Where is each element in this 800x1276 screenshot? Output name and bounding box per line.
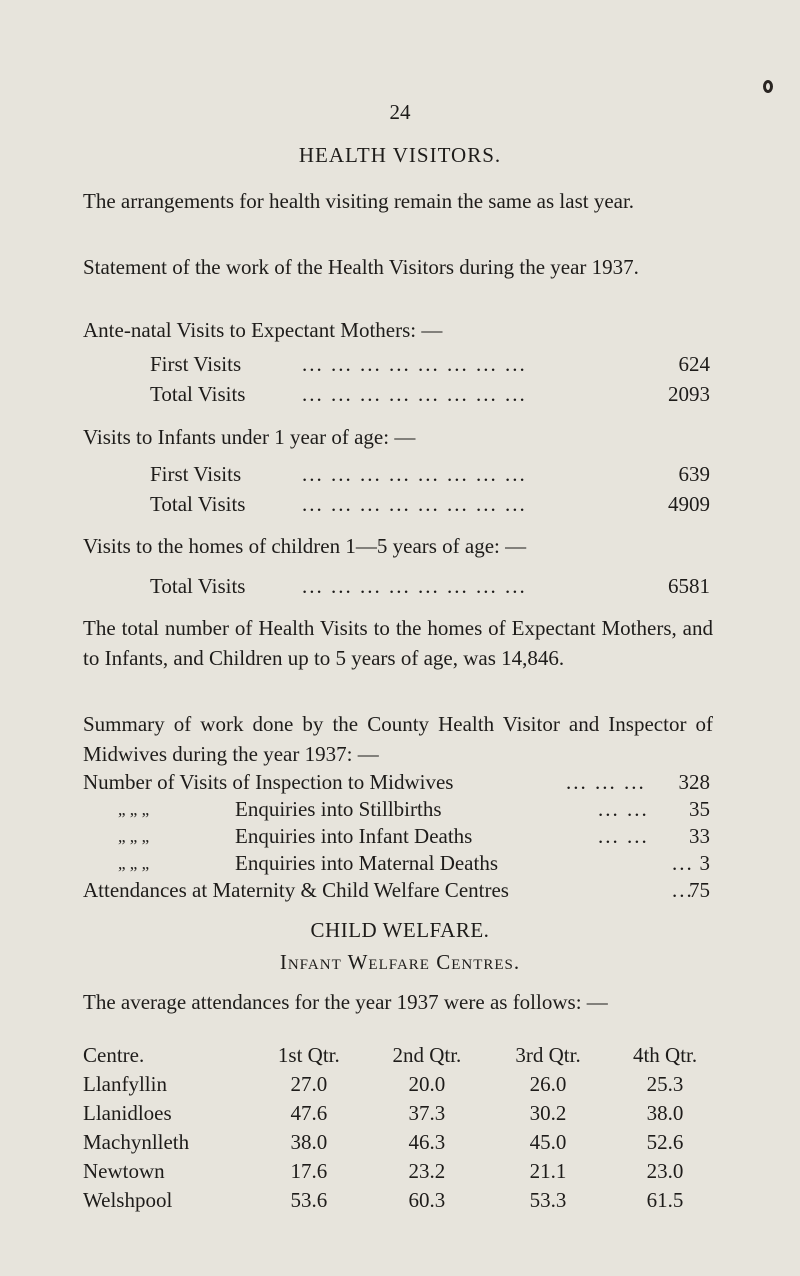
table-cell: 52.6 (646, 1130, 684, 1154)
ink-blot-mark (763, 80, 773, 93)
summary-row-3-value: 33 (689, 824, 710, 848)
antenatal-first-value: 624 (678, 352, 710, 376)
antenatal-total-label: Total Visits (150, 382, 246, 406)
summary-row-5-value: 75 (689, 878, 710, 902)
statement-paragraph: Statement of the work of the Health Visitors during the year 1937. (83, 255, 639, 279)
table-cell: 30.2 (529, 1101, 567, 1125)
table-cell: 46.3 (408, 1130, 446, 1154)
total-visits-paragraph: The total number of Health Visits to the homes of Expectant Mothers, and to Infants, and Children up to 5 years of age, was 14,846. (83, 616, 713, 670)
summary-row-5-label: Attendances at Maternity & Child Welfare Centres (83, 878, 509, 902)
table-row (83, 1157, 723, 1186)
column-header: 1st Qtr. (277, 1042, 340, 1067)
attendance-table (83, 1040, 723, 1215)
leader-dots: ... (672, 851, 694, 875)
summary-row-1-value: 328 (678, 770, 710, 794)
column-header: 4th Qtr. (632, 1042, 698, 1067)
centre-name: Llanidloes (83, 1101, 172, 1125)
antenatal-heading: Ante-natal Visits to Expectant Mothers: — (83, 318, 443, 342)
page-title: HEALTH VISITORS. (298, 143, 502, 167)
table-cell: 21.1 (529, 1159, 567, 1183)
ditto-marks: „ „ „ (118, 854, 150, 873)
infants-total-label: Total Visits (150, 492, 246, 516)
summary-row-2-value: 35 (689, 797, 710, 821)
table-row (83, 1128, 723, 1157)
table-cell: 23.0 (646, 1159, 684, 1183)
leader-dots: ... ... ... ... ... ... ... ... (302, 462, 527, 486)
intro-paragraph: The arrangements for health visiting remain the same as last year. (83, 189, 635, 213)
leader-dots: ... ... ... ... ... ... ... ... (302, 574, 527, 598)
page-number: 24 (389, 100, 411, 124)
leader-dots: ... ... (598, 824, 649, 848)
children-heading: Visits to the homes of children 1—5 years of age: — (83, 534, 527, 558)
table-cell: 25.3 (646, 1072, 684, 1096)
table-cell: 17.6 (290, 1159, 328, 1183)
centre-name: Newtown (83, 1159, 165, 1183)
summary-row-4-value: 3 (699, 851, 710, 875)
leader-dots: ... ... ... ... ... ... ... ... (302, 352, 527, 376)
table-cell: 53.6 (290, 1188, 328, 1212)
antenatal-first-label: First Visits (150, 352, 242, 376)
children-total-label: Total Visits (150, 574, 246, 598)
column-header: 3rd Qtr. (515, 1042, 581, 1067)
infants-heading: Visits to Infants under 1 year of age: — (83, 425, 416, 449)
attendance-intro: The average attendances for the year 1937 were as follows: — (83, 990, 608, 1014)
infants-total-value: 4909 (668, 492, 710, 516)
leader-dots: ... (672, 878, 694, 902)
antenatal-total-value: 2093 (668, 382, 710, 406)
centre-name: Llanfyllin (83, 1072, 167, 1096)
table-cell: 26.0 (529, 1072, 567, 1096)
summary-row-3-label: Enquiries into Infant Deaths (235, 824, 473, 848)
summary-row-1-label: Number of Visits of Inspection to Midwives (83, 770, 454, 794)
column-header: Centre. (83, 1042, 145, 1067)
infants-first-label: First Visits (150, 462, 242, 486)
ditto-marks: „ „ „ (118, 827, 150, 846)
table-cell: 45.0 (529, 1130, 567, 1154)
table-cell: 60.3 (408, 1188, 446, 1212)
table-cell: 61.5 (646, 1188, 684, 1212)
table-cell: 53.3 (529, 1188, 567, 1212)
leader-dots: ... ... (598, 797, 649, 821)
summary-paragraph: Summary of work done by the County Health Visitor and Inspector of Midwives during the year 1937: — (83, 712, 713, 766)
leader-dots: ... ... ... (566, 770, 646, 794)
children-total-value: 6581 (668, 574, 710, 598)
table-cell: 47.6 (290, 1101, 328, 1125)
table-row (83, 1070, 723, 1099)
summary-row-4-label: Enquiries into Maternal Deaths (235, 851, 499, 875)
infant-welfare-heading: Infant Welfare Centres. (279, 950, 521, 974)
table-row (83, 1186, 723, 1215)
table-cell: 27.0 (290, 1072, 328, 1096)
leader-dots: ... ... ... ... ... ... ... ... (302, 492, 527, 516)
summary-row-2-label: Enquiries into Stillbirths (235, 797, 442, 821)
table-cell: 37.3 (408, 1101, 446, 1125)
table-cell: 38.0 (646, 1101, 684, 1125)
table-header-row (83, 1040, 723, 1070)
table-cell: 38.0 (290, 1130, 328, 1154)
column-header: 2nd Qtr. (392, 1042, 462, 1067)
table-cell: 23.2 (408, 1159, 446, 1183)
child-welfare-heading: CHILD WELFARE. (310, 918, 490, 942)
centre-name: Machynlleth (83, 1130, 190, 1154)
ditto-marks: „ „ „ (118, 800, 150, 819)
leader-dots: ... ... ... ... ... ... ... ... (302, 382, 527, 406)
table-cell: 20.0 (408, 1072, 446, 1096)
infants-first-value: 639 (678, 462, 710, 486)
centre-name: Welshpool (83, 1188, 173, 1212)
table-row (83, 1099, 723, 1128)
